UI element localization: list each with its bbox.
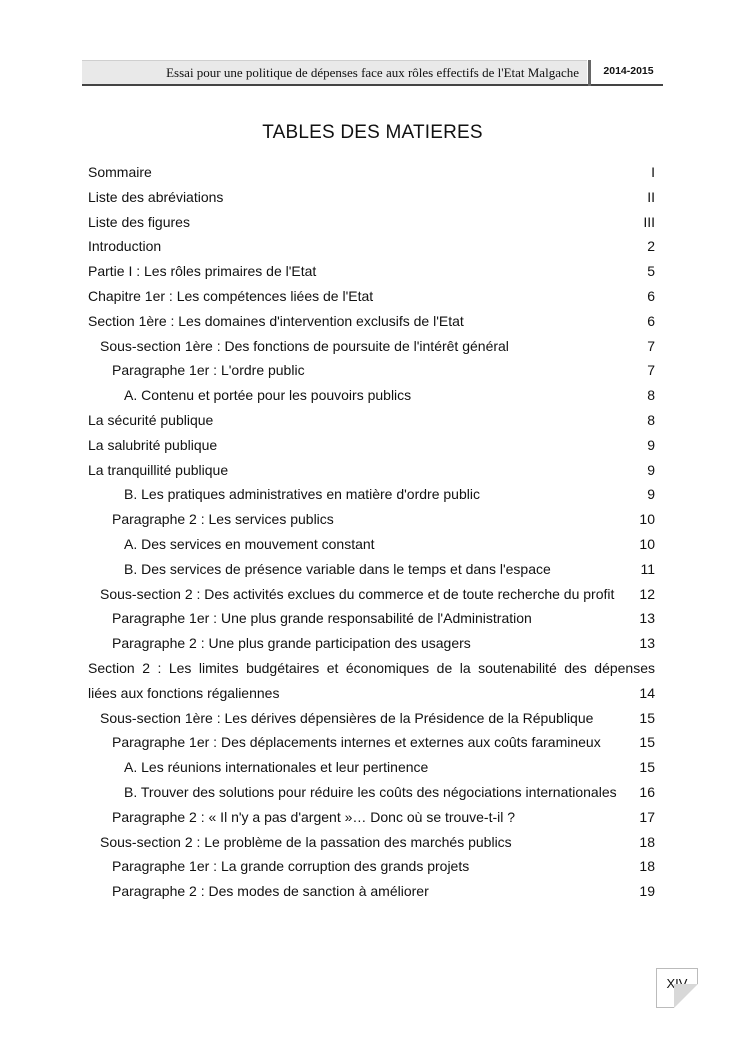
toc-entry[interactable] xyxy=(88,383,655,408)
toc-entry-label: La salubrité publique xyxy=(88,436,218,453)
toc-entry-page: 6 xyxy=(647,312,655,329)
header-year: 2014-2015 xyxy=(603,65,654,77)
toc-entry[interactable] xyxy=(88,879,655,904)
toc-entry-label: La sécurité publique xyxy=(88,411,214,428)
toc-entry[interactable] xyxy=(88,606,655,631)
toc-entry-label: Sous-section 1ère : Les dérives dépensières de la Présidence de la République xyxy=(100,709,594,726)
toc-entry[interactable] xyxy=(88,408,655,433)
toc-entry[interactable] xyxy=(88,631,655,656)
toc-entry-page: 8 xyxy=(647,387,655,404)
toc-entry-page: III xyxy=(643,213,655,230)
toc-entry[interactable] xyxy=(88,458,655,483)
toc-entry-label: Paragraphe 2 : Une plus grande participation des usagers xyxy=(112,635,471,652)
toc-entry[interactable] xyxy=(88,234,655,259)
toc-entry-page: 2 xyxy=(647,238,655,255)
toc-entry-label: A. Contenu et portée pour les pouvoirs publics xyxy=(124,387,412,404)
toc-entry-label: Section 2 : Les limites budgétaires et économiques de la soutenabilité des dépenses xyxy=(88,659,655,676)
page-number xyxy=(656,968,698,1008)
toc-entry[interactable] xyxy=(88,656,655,706)
toc-entry[interactable] xyxy=(88,730,655,755)
toc-entry-page: 13 xyxy=(639,635,655,652)
toc-entry-page: 18 xyxy=(639,833,655,850)
toc-entry-page: 8 xyxy=(647,411,655,428)
toc-entry[interactable] xyxy=(88,532,655,557)
toc-entry-page: 19 xyxy=(639,883,655,900)
toc-entry-page: 6 xyxy=(647,287,655,304)
toc-entry-page: 7 xyxy=(647,337,655,354)
toc-entry-page: 15 xyxy=(639,709,655,726)
toc-entry-label: Section 1ère : Les domaines d'intervention exclusifs de l'Etat xyxy=(88,312,464,329)
header-title: Essai pour une politique de dépenses face aux rôles effectifs de l'Etat Malgache xyxy=(82,60,587,84)
toc-entry-label: Sous-section 2 : Des activités exclues du commerce et de toute recherche du profit xyxy=(100,585,615,602)
page-title: TABLES DES MATIERES xyxy=(262,122,483,143)
toc-entry-page: 16 xyxy=(639,783,655,800)
toc-entry-page: 9 xyxy=(647,436,655,453)
toc-entry-label: Paragraphe 2 : Des modes de sanction à améliorer xyxy=(112,883,429,900)
toc-entry-label: Sommaire xyxy=(88,164,152,180)
toc-entry-label: Paragraphe 1er : La grande corruption des grands projets xyxy=(112,858,470,875)
toc-entry[interactable] xyxy=(88,210,655,235)
toc-entry[interactable] xyxy=(88,334,655,359)
toc-entry-label: Paragraphe 2 : Les services publics xyxy=(112,511,334,528)
toc-entry-page: 11 xyxy=(640,560,655,577)
toc-entry-label: Partie I : Les rôles primaires de l'Etat xyxy=(88,263,317,280)
toc-entry[interactable] xyxy=(88,780,655,805)
toc-entry[interactable] xyxy=(88,507,655,532)
toc-entry-label: Liste des abréviations xyxy=(88,188,224,205)
toc-entry[interactable] xyxy=(88,309,655,334)
toc-entry-page: II xyxy=(647,188,655,205)
toc-entry-label: Introduction xyxy=(88,238,162,255)
toc-entry-label: A. Des services en mouvement constant xyxy=(124,535,375,552)
page-curl-icon xyxy=(674,984,698,1008)
toc-entry-label: La tranquillité publique xyxy=(88,461,229,478)
toc-entry-label: Paragraphe 2 : « Il n'y a pas d'argent »… Donc où se trouve-t-il ? xyxy=(112,808,516,825)
toc-entry-page: 9 xyxy=(647,461,655,478)
toc-entry-page: 15 xyxy=(639,734,655,751)
toc-entry-page: 17 xyxy=(639,808,655,825)
table-of-contents xyxy=(88,160,655,904)
toc-entry[interactable] xyxy=(88,706,655,731)
toc-entry-label: B. Les pratiques administratives en matière d'ordre public xyxy=(124,486,480,503)
toc-entry-page: 13 xyxy=(639,610,655,627)
toc-entry[interactable] xyxy=(88,185,655,210)
toc-entry-page: 18 xyxy=(639,858,655,875)
toc-entry-label: B. Trouver des solutions pour réduire les coûts des négociations internationales xyxy=(124,783,617,800)
toc-entry[interactable] xyxy=(88,482,655,507)
toc-entry-page: 14 xyxy=(639,684,655,701)
toc-entry[interactable] xyxy=(88,830,655,855)
toc-entry[interactable] xyxy=(88,557,655,582)
toc-entry-label: B. Des services de présence variable dans le temps et dans l'espace xyxy=(124,560,551,577)
toc-entry-label: A. Les réunions internationales et leur pertinence xyxy=(124,759,429,776)
toc-entry[interactable] xyxy=(88,755,655,780)
toc-entry-label: Liste des figures xyxy=(88,213,190,230)
toc-entry-page: 5 xyxy=(647,263,655,280)
toc-entry-page: 9 xyxy=(647,486,655,503)
toc-entry-page: 12 xyxy=(639,585,655,602)
toc-entry-page: 15 xyxy=(639,759,655,776)
toc-entry-label: Chapitre 1er : Les compétences liées de l'Etat xyxy=(88,287,374,304)
toc-entry[interactable] xyxy=(88,433,655,458)
toc-entry-page: 10 xyxy=(639,511,655,528)
page-header xyxy=(82,60,663,86)
toc-entry[interactable] xyxy=(88,160,655,185)
toc-entry[interactable] xyxy=(88,582,655,607)
toc-entry[interactable] xyxy=(88,854,655,879)
toc-entry-page: 7 xyxy=(647,362,655,379)
toc-entry-label: Sous-section 1ère : Des fonctions de poursuite de l'intérêt général xyxy=(100,337,509,354)
toc-entry-page: I xyxy=(651,164,655,180)
toc-entry[interactable] xyxy=(88,259,655,284)
toc-entry-label: Paragraphe 1er : Des déplacements internes et externes aux coûts faramineux xyxy=(112,734,601,751)
toc-entry[interactable] xyxy=(88,284,655,309)
toc-entry-label: Sous-section 2 : Le problème de la passation des marchés publics xyxy=(100,833,512,850)
page-number-text: XIV xyxy=(666,976,688,991)
toc-entry-label-continued: liées aux fonctions régaliennes xyxy=(88,684,280,701)
header-separator xyxy=(588,60,591,86)
toc-entry[interactable] xyxy=(88,358,655,383)
toc-entry-page: 10 xyxy=(639,535,655,552)
toc-entry-label: Paragraphe 1er : Une plus grande responsabilité de l'Administration xyxy=(112,610,532,627)
toc-entry[interactable] xyxy=(88,805,655,830)
toc-entry-label: Paragraphe 1er : L'ordre public xyxy=(112,362,305,379)
